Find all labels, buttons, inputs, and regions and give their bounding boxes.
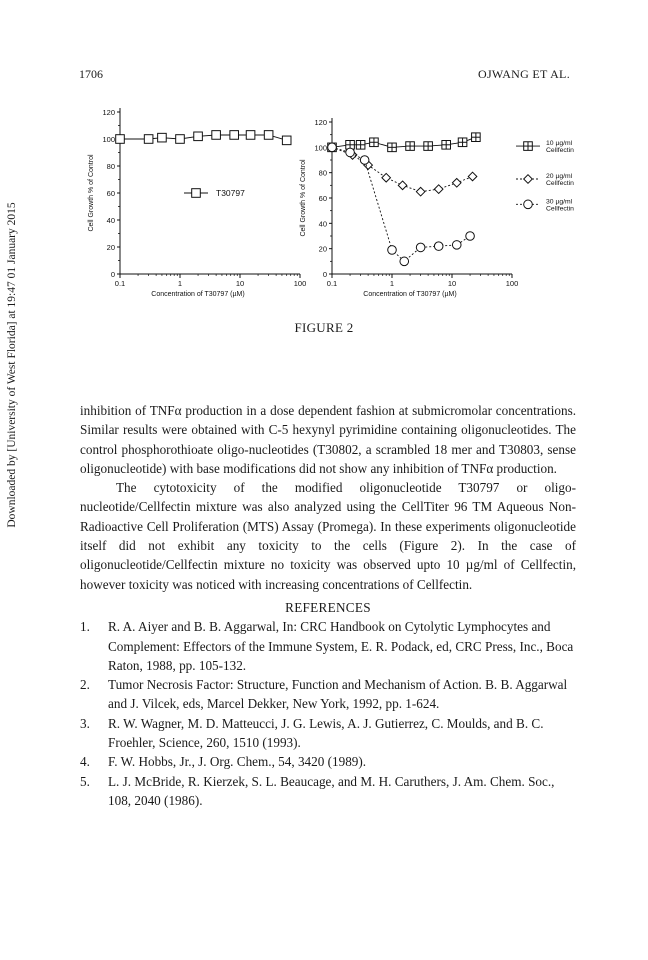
reference-item (80, 714, 576, 753)
data-point (524, 142, 533, 151)
legend-label-line2: Cellfectin (546, 205, 574, 213)
data-point (434, 242, 443, 251)
data-point (452, 241, 461, 250)
data-point (264, 131, 273, 140)
data-point (356, 141, 365, 150)
reference-text: Tumor Necrosis Factor: Structure, Function and Mechanism of Action. B. B. Aggarwal and J. Vilcek, eds, Marcel Dekker, New York, 1992, pp. 1-624. (108, 677, 568, 712)
x-tick-label: 0.1 (326, 279, 338, 288)
reference-item (80, 752, 576, 771)
y-tick-label: 80 (106, 162, 115, 171)
y-tick-label: 20 (318, 244, 327, 254)
data-point (158, 133, 167, 142)
data-point (230, 131, 239, 140)
legend-entry (516, 140, 574, 154)
data-point (328, 143, 337, 152)
data-point (524, 200, 533, 209)
reference-list (80, 617, 576, 810)
x-tick-label: 10 (235, 279, 245, 288)
y-axis-label: Cell Growth % of Control (300, 159, 307, 237)
x-axis-label: Concentration of T30797 (µM) (151, 291, 245, 298)
page-number: 1706 (79, 67, 103, 81)
y-tick-label: 120 (102, 108, 115, 117)
y-tick-label: 0 (322, 270, 327, 279)
legend-label: 30 µg/ml (546, 198, 573, 206)
data-point (176, 135, 185, 144)
data-point (346, 148, 355, 157)
legend-label-line2: Cellfectin (546, 147, 574, 155)
x-tick-label: 1 (389, 279, 395, 288)
chart-2 (300, 118, 574, 298)
data-point (388, 143, 397, 152)
y-tick-label: 100 (314, 143, 327, 153)
x-tick-label: 10 (447, 279, 457, 288)
reference-item (80, 675, 576, 714)
body-text (80, 401, 576, 810)
x-tick-label: 1 (177, 279, 183, 288)
x-tick-label: 0.1 (114, 279, 126, 288)
data-point (442, 141, 451, 150)
reference-number: 3. (80, 715, 90, 731)
legend-entry (516, 173, 574, 187)
data-point (398, 181, 407, 190)
data-point (282, 136, 291, 145)
y-tick-label: 40 (318, 219, 327, 229)
data-point (382, 173, 391, 182)
y-tick-label: 60 (106, 189, 115, 198)
data-point (246, 131, 255, 140)
data-point (524, 175, 533, 184)
y-axis-label: Cell Growth % of Control (88, 154, 95, 232)
legend-label: 20 µg/ml (546, 173, 573, 180)
y-tick-label: 80 (318, 168, 327, 178)
y-tick-label: 120 (314, 118, 327, 127)
y-tick-label: 20 (106, 243, 115, 252)
series-1 (116, 131, 291, 145)
data-point (466, 232, 475, 241)
reference-number: 4. (80, 754, 90, 770)
series-3 (328, 143, 475, 266)
data-point (458, 138, 467, 147)
data-point (424, 142, 433, 151)
running-head: OJWANG ET AL. (477, 67, 570, 81)
x-tick-label: 100 (505, 279, 519, 288)
references-heading: REFERENCES (285, 599, 371, 615)
reference-number: 1. (80, 619, 90, 635)
data-point (360, 156, 369, 165)
figure-2 (70, 98, 574, 310)
download-side-note: Downloaded by [University of West Florida] at 19:47 01 January 2015 (6, 202, 18, 528)
x-tick-label: 100 (293, 279, 307, 288)
y-tick-label: 0 (110, 270, 115, 279)
data-point (406, 142, 415, 151)
data-point (194, 132, 203, 141)
paragraph-1: inhibition of TNFα production in a dose dependent fashion at submicromolar concentrations. Similar results were obtained with C-5 hexynyl pyrimidine containing oligonucleotides. The control phosphorothioate oligo-nucleotides (T30802, a scrambled 18 mer and T30803, sense oligonucleotide) with base modifications did not show any inhibition of TNFα production. (80, 403, 576, 476)
data-point (472, 133, 481, 142)
y-tick-label: 60 (318, 194, 327, 203)
reference-text: R. A. Aiyer and B. B. Aggarwal, In: CRC Handbook on Cytolytic Lymphocytes and Complement: Effectors of the Immune System, E. R. Podack, ed, CRC Press, Inc., Boca Raton, 1988, pp. 105-132. (108, 619, 574, 673)
y-tick-label: 40 (106, 216, 115, 225)
data-point (192, 189, 201, 198)
data-point (452, 179, 461, 188)
y-tick-label: 100 (102, 135, 115, 144)
series-line (332, 147, 470, 261)
data-point (388, 246, 397, 255)
legend-label: 10 µg/ml (546, 140, 573, 148)
reference-number: 2. (80, 677, 90, 693)
legend-entry (516, 198, 574, 212)
reference-text: F. W. Hobbs, Jr., J. Org. Chem., 54, 3420 (1989). (108, 754, 367, 770)
data-point (468, 172, 477, 181)
data-point (212, 131, 221, 140)
data-point (434, 185, 443, 194)
data-point (416, 243, 425, 252)
reference-number: 5. (80, 773, 90, 789)
data-point (370, 138, 379, 147)
reference-text: L. J. McBride, R. Kierzek, S. L. Beaucage, and M. H. Caruthers, J. Am. Chem. Soc., 108, 2040 (1986). (108, 773, 555, 808)
paragraph-2: The cytotoxicity of the modified oligonucleotide T30797 or oligo-nucleotide/Cellfectin mixture was also analyzed using the CellTiter 96 TM Aqueous Non-Radioactive Cell Proliferation (MTS) Assay (Promega). In these experiments oligonucleotide itself did not exhibit any toxicity to the cells (Figure 2). In the case of oligonucleotide/Cellfectin mixture no toxicity was observed upto 10 µg/ml of Cellfectin, however toxicity was noticed with increasing concentrations of Cellfectin. (80, 480, 576, 592)
data-point (400, 257, 409, 266)
legend-label: T30797 (216, 188, 245, 198)
chart-1 (88, 108, 306, 298)
data-point (416, 187, 425, 196)
legend-label-line2: Cellfectin (546, 180, 574, 187)
data-point (144, 135, 153, 144)
reference-text: R. W. Wagner, M. D. Matteucci, J. G. Lewis, A. J. Gutierrez, C. Moulds, and B. C. Froehler, Science, 260, 1510 (1993). (108, 715, 544, 751)
figure-caption: FIGURE 2 (294, 320, 354, 335)
x-axis-label: Concentration of T30797 (µM) (363, 291, 457, 298)
legend-entry (184, 188, 245, 198)
reference-item (80, 772, 576, 811)
reference-item (80, 617, 576, 675)
data-point (116, 135, 125, 144)
